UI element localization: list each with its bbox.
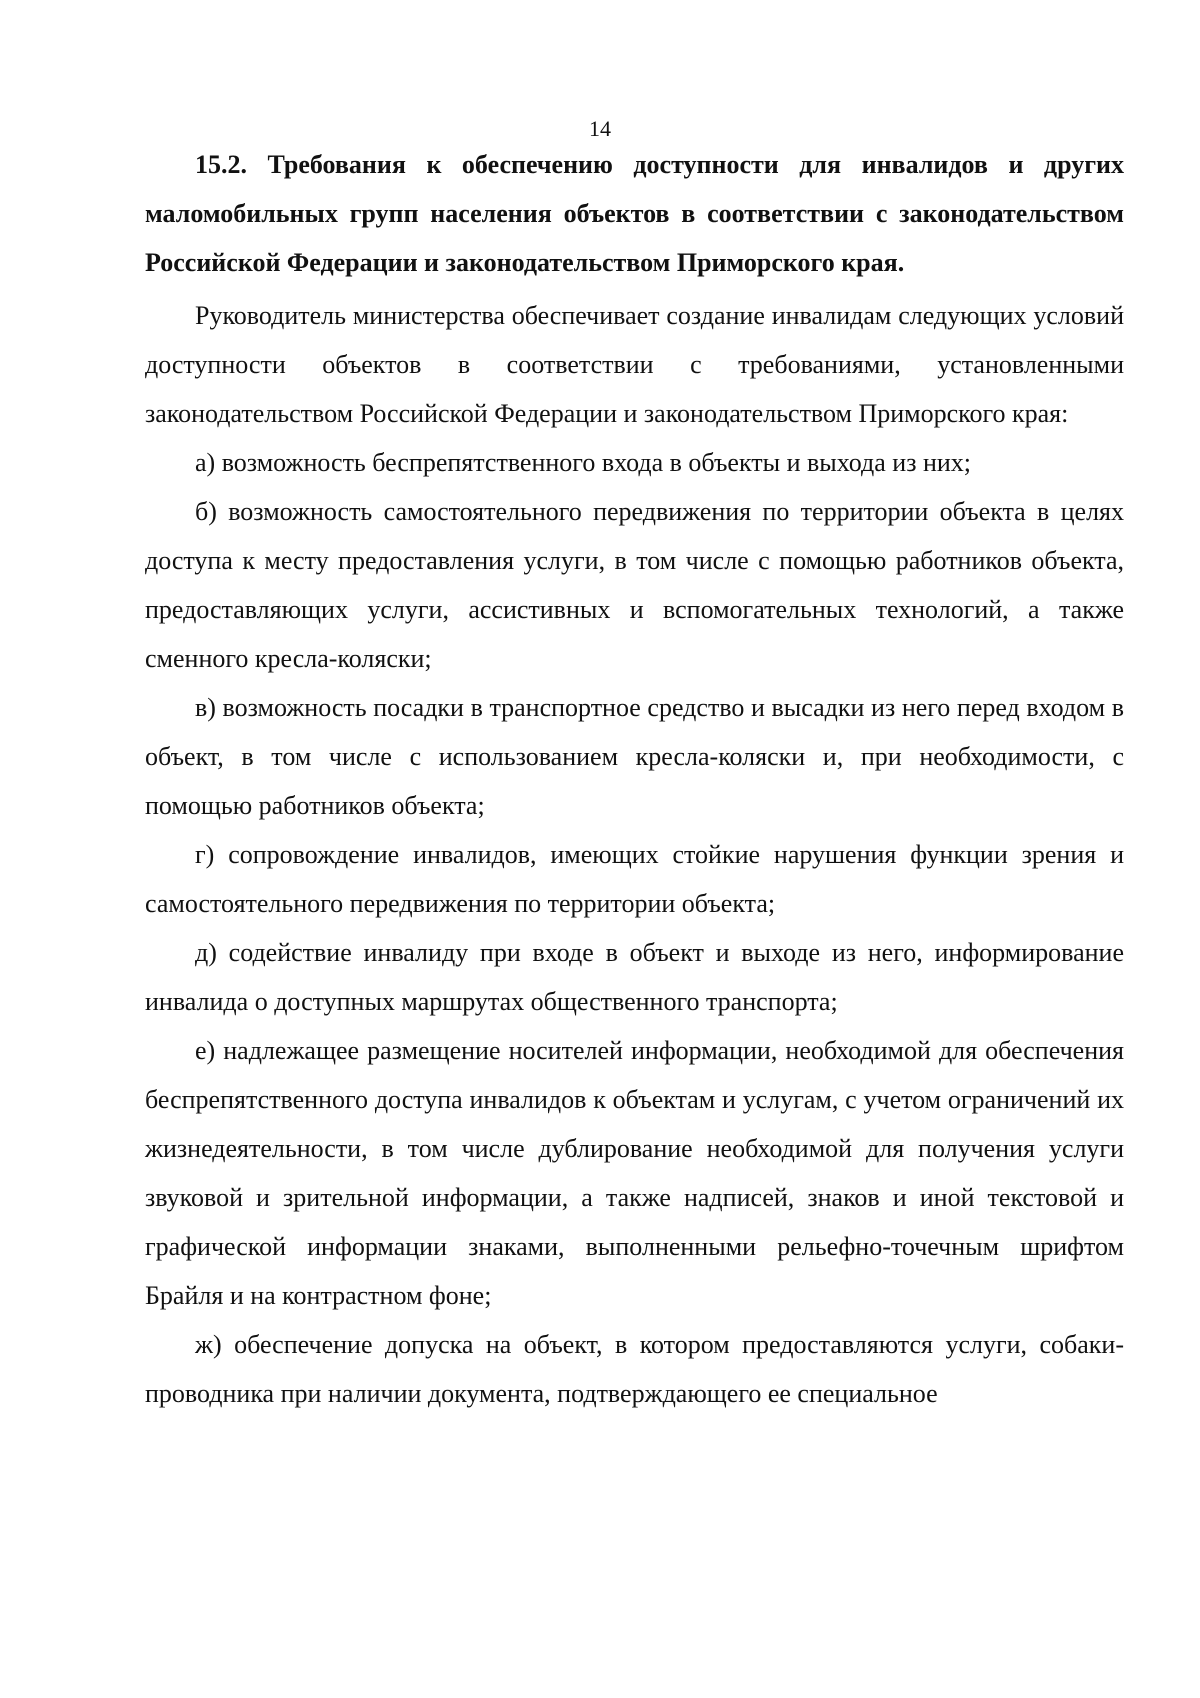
list-item: е) надлежащее размещение носителей информации, необходимой для обеспечения беспрепятственного доступа инвалидов к объектам и услугам, с учетом ограничений их жизнедеятельности, в том числе дублирование необходимой для получения услуги звуковой и зрительной информации, а также надписей, знаков и иной текстовой и графической информации знаками, выполненными рельефно-точечным шрифтом Брайля и на контрастном фоне; xyxy=(145,1036,1124,1310)
intro-paragraph: Руководитель министерства обеспечивает создание инвалидам следующих условий доступности объектов в соответствии с требованиями, установленными законодательством Российской Федерации и законодательством Приморского края: xyxy=(145,301,1124,428)
list-item: д) содействие инвалиду при входе в объект и выходе из него, информирование инвалида о доступных маршрутах общественного транспорта; xyxy=(145,938,1124,1016)
list-item: ж) обеспечение допуска на объект, в котором предоставляются услуги, собаки-проводника при наличии документа, подтверждающего ее специальное xyxy=(145,1330,1124,1408)
list-item: в) возможность посадки в транспортное средство и высадки из него перед входом в объект, в том числе с использованием кресла-коляски и, при необходимости, с помощью работников объекта; xyxy=(145,693,1124,820)
page-number: 14 xyxy=(589,116,611,141)
page-content xyxy=(145,140,1124,1418)
list-item: г) сопровождение инвалидов, имеющих стойкие нарушения функции зрения и самостоятельного передвижения по территории объекта; xyxy=(145,840,1124,918)
list-item: б) возможность самостоятельного передвижения по территории объекта в целях доступа к месту предоставления услуги, в том числе с помощью работников объекта, предоставляющих услуги, ассистивных и вспомогательных технологий, а также сменного кресла-коляски; xyxy=(145,497,1124,673)
section-heading: 15.2. Требования к обеспечению доступности для инвалидов и других маломобильных групп населения объектов в соответствии с законодательством Российской Федерации и законодательством Приморского края. xyxy=(145,150,1124,277)
list-item: а) возможность беспрепятственного входа в объекты и выхода из них; xyxy=(195,448,972,477)
